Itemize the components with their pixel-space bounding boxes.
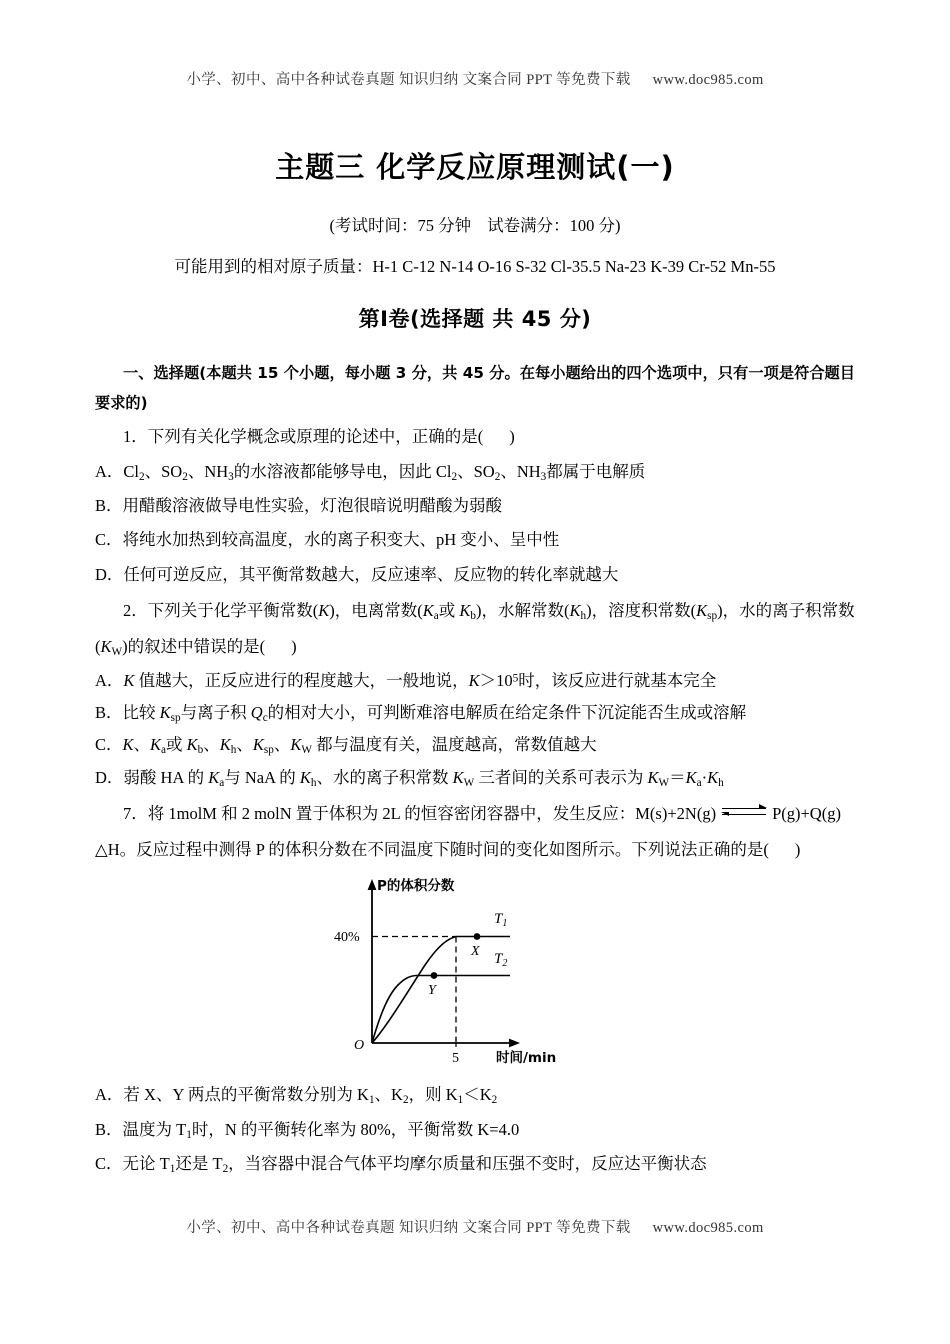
option-letter: B． [95, 496, 123, 516]
question-7-option-b [95, 1113, 855, 1147]
option-letter: B． [95, 702, 123, 722]
question-7-text: 将 1molM 和 2 molN 置于体积为 2L 的恒容密闭容器中，发生反应：M(s)+2N(g) [147, 803, 717, 823]
question-7-stem-line-2 [95, 833, 855, 867]
x-axis-label: 时间/min [496, 1050, 557, 1067]
x-tick-label-5: 5 [452, 1051, 459, 1067]
question-2-stem-line-1 [95, 594, 855, 628]
question-1-option-a [95, 455, 855, 489]
x-axis-arrowhead-icon [509, 1039, 520, 1048]
option-text: 用醋酸溶液做导电性实验，灯泡很暗说明醋酸为弱酸 [122, 496, 503, 516]
volume-fraction-vs-time-chart [330, 873, 620, 1068]
promo-url: www.doc985.com [652, 1220, 764, 1236]
question-7-option-c [95, 1147, 855, 1181]
option-letter: D． [95, 767, 124, 787]
data-point-X [474, 933, 481, 940]
question-2-text: 下列关于化学平衡常数(K)，电离常数($K_a$或 $K_b$)，水解常数$(K_h)$，溶度积常数$(K_{sp})$，水的离子积常数 [147, 601, 855, 623]
series-label-T2: $T_2$ [494, 951, 508, 970]
exam-total-score: 试卷满分：100 分) [487, 216, 621, 235]
question-7-stem-tail: ) [794, 839, 801, 859]
page-title: 主题三 化学反应原理测试(一) [275, 150, 675, 184]
option-text: K、$K_a$或 $K_b$、$K_h$、$K_{sp}$、$K_W$ 都与温度有关，温度越高，常数值越大 [122, 735, 597, 757]
question-1-number: 1． [123, 427, 148, 447]
question-7-stem-line-1 [95, 797, 855, 831]
question-2-option-b [95, 697, 855, 730]
option-text: 无论 $T_1$还是 $T_2$，当容器中混合气体平均摩尔质量和压强不变时，反应达平衡状态 [122, 1154, 707, 1176]
promo-url: www.doc985.com [652, 72, 764, 88]
question-7-products: P(g)+Q(g) [772, 803, 841, 823]
option-letter: C． [95, 735, 123, 755]
question-2-number: 2． [123, 601, 148, 620]
option-text: 弱酸 HA 的 $K_a$与 NaA 的 $K_h$、水的离子积常数 $K_W$ 三者间的关系可表示为 $K_W=K_a\cdot K_h$ [123, 767, 724, 790]
exam-duration: (考试时间：75 分钟 [329, 216, 472, 235]
option-letter: C． [95, 530, 123, 550]
data-point-label-Y: Y [428, 983, 436, 999]
option-letter: B． [95, 1119, 123, 1139]
question-7-figure [95, 873, 855, 1068]
option-text: $Cl_2$、$SO_2$、$NH_3$的水溶液都能够导电，因此 $Cl_2$、$SO_2$、$NH_3$都属于电解质 [123, 461, 646, 483]
y-axis-label: P的体积分数 [377, 878, 455, 895]
question-1-text: 下列有关化学概念或原理的论述中，正确的是( [147, 427, 484, 447]
relative-atomic-mass-line: 可能用到的相对原子质量：H-1 C-12 N-14 O-16 S-32 Cl-35.5 Na-23 K-39 Cr-52 Mn-55 [174, 257, 776, 276]
option-text: 任何可逆反应，其平衡常数越大，反应速率、反应物的转化率就越大 [123, 564, 619, 584]
section-instructions: 一、选择题(本题共 15 个小题，每小题 3 分，共 45 分。在每小题给出的四个选项中，只有一项是符合题目要求的) [95, 364, 855, 412]
option-letter: C． [95, 1154, 123, 1174]
question-2-stem-line-2: $(K_W)$的叙述中错误的是( ) [95, 637, 297, 659]
question-1-option-d [95, 558, 855, 592]
y-axis-arrowhead-icon [368, 879, 377, 890]
option-letter: D． [95, 564, 124, 584]
promo-text: 小学、初中、高中各种试卷真题 知识归纳 文案合同 PPT 等免费下载 [186, 1220, 631, 1236]
series-label-T1: $T_1$ [494, 911, 508, 930]
question-7-text-cont: △H。反应过程中测得 P 的体积分数在不同温度下随时间的变化如图所示。下列说法正确的是( [95, 839, 769, 859]
reversible-reaction-arrow-icon [722, 808, 766, 818]
y-tick-label-40: 40% [334, 930, 360, 946]
option-letter: A． [95, 461, 124, 481]
question-2-option-c [95, 729, 855, 762]
option-text: 温度为 $T_1$时，N 的平衡转化率为 80%，平衡常数 K=4.0 [122, 1119, 520, 1141]
option-letter: A． [95, 670, 124, 690]
question-2-option-a [95, 665, 855, 697]
option-text: 若 X、Y 两点的平衡常数分别为 $K_1$、$K_2$，则 $K_1<K_2$ [123, 1085, 498, 1107]
option-letter: A． [95, 1085, 124, 1105]
question-2-option-d [95, 762, 855, 795]
curve-series-T2 [372, 976, 510, 1044]
section-title-paper-1: 第Ⅰ卷(选择题 共 45 分) [358, 307, 592, 331]
question-1-option-b [95, 489, 855, 523]
option-text: 将纯水加热到较高温度，水的离子积变大、pH 变小、呈中性 [122, 530, 560, 550]
promo-text: 小学、初中、高中各种试卷真题 知识归纳 文案合同 PPT 等免费下载 [186, 72, 631, 88]
question-1-option-c [95, 523, 855, 557]
question-1-stem-tail: ) [509, 427, 515, 447]
data-point-label-X: X [471, 944, 480, 960]
origin-label: O [354, 1038, 365, 1054]
option-text: K 值越大，正反应进行的程度越大，一般地说，$K>10^5$时，该反应进行就基本完全 [123, 670, 717, 690]
promo-banner-top [95, 0, 855, 89]
exam-subtitle [95, 212, 855, 236]
curve-series-T1 [372, 937, 510, 1044]
question-7-option-a [95, 1078, 855, 1112]
promo-banner-bottom [0, 1216, 950, 1237]
question-1-stem [95, 420, 855, 454]
option-text: 比较 $K_{sp}$与离子积 $Q_c$的相对大小，可判断难溶电解质在给定条件下沉淀能否生成或溶解 [122, 702, 747, 724]
question-7-number: 7． [123, 803, 148, 823]
data-point-Y [431, 972, 438, 979]
